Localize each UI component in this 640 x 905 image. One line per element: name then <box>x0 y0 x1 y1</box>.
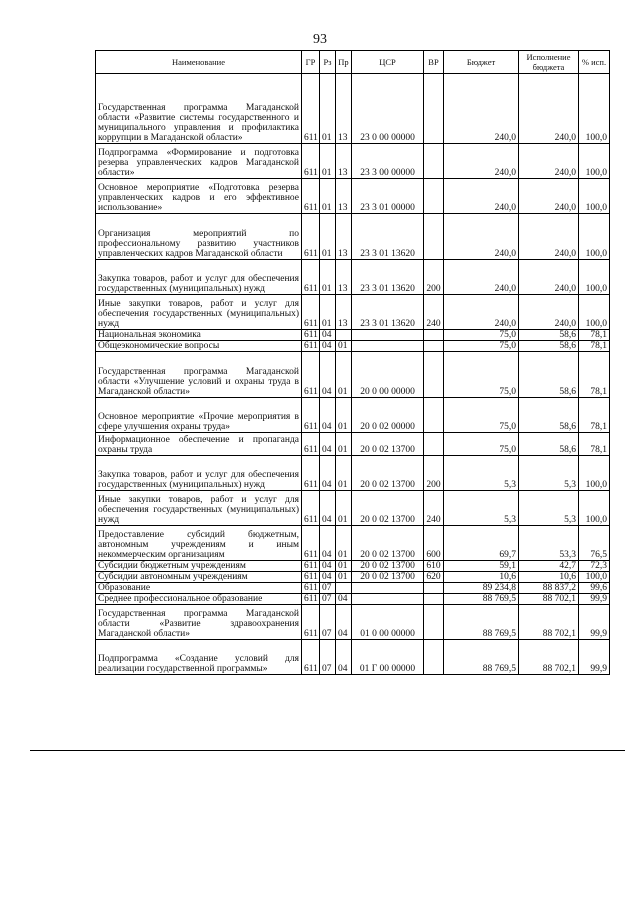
table-row <box>96 491 610 526</box>
row-pr-cell: 13 <box>336 179 352 214</box>
table-row <box>96 583 610 594</box>
row-percent-cell: 72,3 <box>579 561 610 572</box>
row-csr-cell <box>352 594 424 605</box>
row-execution-cell: 53,3 <box>519 526 579 561</box>
row-name-cell: Подпрограмма «Формирование и подготовка резерва управленческих кадров Магаданской области» <box>96 144 302 179</box>
row-pr-cell: 01 <box>336 456 352 491</box>
row-name-cell: Подпрограмма «Создание условий для реализации государственной программы» <box>96 640 302 675</box>
row-pr-cell <box>336 583 352 594</box>
row-pr-cell <box>336 330 352 341</box>
row-pr-cell: 01 <box>336 572 352 583</box>
table-row <box>96 352 610 398</box>
row-execution-cell: 240,0 <box>519 214 579 260</box>
header-name: Наименование <box>96 51 302 74</box>
row-csr-cell: 23 3 01 13620 <box>352 260 424 295</box>
row-execution-cell: 88 702,1 <box>519 640 579 675</box>
row-vr-cell: 200 <box>424 260 444 295</box>
row-pr-cell: 13 <box>336 214 352 260</box>
row-budget-cell: 75,0 <box>444 330 519 341</box>
header-vr: ВР <box>424 51 444 74</box>
row-name-cell: Иные закупки товаров, работ и услуг для обеспечения государственных (муниципальных) нужд <box>96 295 302 330</box>
table-row <box>96 526 610 561</box>
row-gr-cell: 611 <box>302 526 320 561</box>
row-gr-cell: 611 <box>302 295 320 330</box>
row-gr-cell: 611 <box>302 605 320 640</box>
row-csr-cell: 20 0 00 00000 <box>352 352 424 398</box>
row-execution-cell: 58,6 <box>519 433 579 456</box>
row-budget-cell: 240,0 <box>444 179 519 214</box>
row-execution-cell: 240,0 <box>519 74 579 144</box>
header-gr: ГР <box>302 51 320 74</box>
row-execution-cell: 240,0 <box>519 295 579 330</box>
row-gr-cell: 611 <box>302 352 320 398</box>
table-row <box>96 398 610 433</box>
row-percent-cell: 100,0 <box>579 572 610 583</box>
row-budget-cell: 75,0 <box>444 433 519 456</box>
row-pr-cell: 13 <box>336 144 352 179</box>
row-pr-cell: 01 <box>336 491 352 526</box>
row-execution-cell: 88 837,2 <box>519 583 579 594</box>
row-name-cell: Национальная экономика <box>96 330 302 341</box>
row-rz-cell: 07 <box>320 605 336 640</box>
table-body <box>96 74 610 675</box>
row-gr-cell: 611 <box>302 398 320 433</box>
row-gr-cell: 611 <box>302 456 320 491</box>
row-gr-cell: 611 <box>302 433 320 456</box>
row-vr-cell <box>424 352 444 398</box>
row-rz-cell: 04 <box>320 352 336 398</box>
row-csr-cell: 20 0 02 13700 <box>352 433 424 456</box>
row-csr-cell: 01 0 00 00000 <box>352 605 424 640</box>
table-row <box>96 561 610 572</box>
row-gr-cell: 611 <box>302 214 320 260</box>
header-budget: Бюджет <box>444 51 519 74</box>
row-pr-cell: 13 <box>336 295 352 330</box>
row-percent-cell: 78,1 <box>579 398 610 433</box>
row-name-cell: Общеэкономические вопросы <box>96 341 302 352</box>
row-execution-cell: 58,6 <box>519 330 579 341</box>
row-execution-cell: 240,0 <box>519 179 579 214</box>
row-rz-cell: 07 <box>320 594 336 605</box>
row-gr-cell: 611 <box>302 572 320 583</box>
row-csr-cell: 20 0 02 00000 <box>352 398 424 433</box>
row-gr-cell: 611 <box>302 260 320 295</box>
row-name-cell: Информационное обеспечение и пропаганда охраны труда <box>96 433 302 456</box>
row-execution-cell: 42,7 <box>519 561 579 572</box>
row-percent-cell: 99,9 <box>579 594 610 605</box>
row-rz-cell: 04 <box>320 433 336 456</box>
row-percent-cell: 100,0 <box>579 260 610 295</box>
row-rz-cell: 01 <box>320 295 336 330</box>
footer-divider <box>30 750 625 751</box>
row-rz-cell: 01 <box>320 74 336 144</box>
row-vr-cell: 600 <box>424 526 444 561</box>
row-percent-cell: 99,9 <box>579 640 610 675</box>
header-pr: Пр <box>336 51 352 74</box>
row-pr-cell: 13 <box>336 260 352 295</box>
row-percent-cell: 100,0 <box>579 74 610 144</box>
row-execution-cell: 240,0 <box>519 144 579 179</box>
row-name-cell: Закупка товаров, работ и услуг для обеспечения государственных (муниципальных) нужд <box>96 260 302 295</box>
row-pr-cell: 04 <box>336 640 352 675</box>
row-budget-cell: 240,0 <box>444 260 519 295</box>
row-rz-cell: 07 <box>320 640 336 675</box>
row-rz-cell: 04 <box>320 330 336 341</box>
row-csr-cell: 23 0 00 00000 <box>352 74 424 144</box>
row-name-cell: Организация мероприятий по профессиональному развитию участников управленческих кадров Магаданской области <box>96 214 302 260</box>
row-pr-cell: 01 <box>336 561 352 572</box>
row-gr-cell: 611 <box>302 583 320 594</box>
row-vr-cell: 240 <box>424 491 444 526</box>
table-row <box>96 572 610 583</box>
table-row <box>96 605 610 640</box>
row-vr-cell <box>424 594 444 605</box>
row-budget-cell: 240,0 <box>444 144 519 179</box>
table-row <box>96 74 610 144</box>
row-gr-cell: 611 <box>302 594 320 605</box>
row-budget-cell: 5,3 <box>444 491 519 526</box>
row-vr-cell <box>424 433 444 456</box>
row-percent-cell: 78,1 <box>579 341 610 352</box>
row-budget-cell: 10,6 <box>444 572 519 583</box>
row-csr-cell: 23 3 01 13620 <box>352 295 424 330</box>
row-budget-cell: 69,7 <box>444 526 519 561</box>
row-gr-cell: 611 <box>302 144 320 179</box>
row-name-cell: Основное мероприятие «Прочие мероприятия в сфере улучшения охраны труда» <box>96 398 302 433</box>
row-csr-cell <box>352 583 424 594</box>
table-row <box>96 144 610 179</box>
row-budget-cell: 5,3 <box>444 456 519 491</box>
page-number: 93 <box>313 32 327 47</box>
row-csr-cell: 20 0 02 13700 <box>352 526 424 561</box>
header-execution: Исполнение бюджета <box>519 51 579 74</box>
row-vr-cell <box>424 341 444 352</box>
row-rz-cell: 04 <box>320 561 336 572</box>
row-vr-cell <box>424 144 444 179</box>
row-name-cell: Образование <box>96 583 302 594</box>
row-budget-cell: 240,0 <box>444 295 519 330</box>
header-rz: Рз <box>320 51 336 74</box>
row-vr-cell <box>424 214 444 260</box>
row-percent-cell: 100,0 <box>579 144 610 179</box>
row-csr-cell: 23 3 00 00000 <box>352 144 424 179</box>
row-rz-cell: 04 <box>320 398 336 433</box>
row-budget-cell: 75,0 <box>444 341 519 352</box>
row-rz-cell: 04 <box>320 456 336 491</box>
row-vr-cell <box>424 640 444 675</box>
row-vr-cell <box>424 398 444 433</box>
row-gr-cell: 611 <box>302 561 320 572</box>
row-vr-cell <box>424 74 444 144</box>
table-row <box>96 295 610 330</box>
row-gr-cell: 611 <box>302 341 320 352</box>
row-name-cell: Предоставление субсидий бюджетным, автономным учреждениям и иным некоммерческим организациям <box>96 526 302 561</box>
row-percent-cell: 99,9 <box>579 605 610 640</box>
row-execution-cell: 58,6 <box>519 341 579 352</box>
row-budget-cell: 59,1 <box>444 561 519 572</box>
row-execution-cell: 58,6 <box>519 398 579 433</box>
row-gr-cell: 611 <box>302 640 320 675</box>
table-row <box>96 456 610 491</box>
row-percent-cell: 78,1 <box>579 352 610 398</box>
row-percent-cell: 99,6 <box>579 583 610 594</box>
row-pr-cell: 01 <box>336 433 352 456</box>
table-row <box>96 260 610 295</box>
row-rz-cell: 07 <box>320 583 336 594</box>
row-rz-cell: 04 <box>320 491 336 526</box>
row-csr-cell: 01 Г 00 00000 <box>352 640 424 675</box>
row-budget-cell: 75,0 <box>444 398 519 433</box>
row-budget-cell: 88 769,5 <box>444 605 519 640</box>
header-csr: ЦСР <box>352 51 424 74</box>
row-execution-cell: 10,6 <box>519 572 579 583</box>
row-percent-cell: 100,0 <box>579 456 610 491</box>
row-name-cell: Государственная программа Магаданской области «Развитие системы государственного и муниципального управления и профилактика коррупции в Магаданской области» <box>96 74 302 144</box>
row-execution-cell: 240,0 <box>519 260 579 295</box>
row-pr-cell: 13 <box>336 74 352 144</box>
row-pr-cell: 04 <box>336 594 352 605</box>
row-name-cell: Государственная программа Магаданской области «Развитие здравоохранения Магаданской области» <box>96 605 302 640</box>
row-rz-cell: 04 <box>320 572 336 583</box>
row-rz-cell: 01 <box>320 260 336 295</box>
table-row <box>96 330 610 341</box>
row-execution-cell: 88 702,1 <box>519 594 579 605</box>
row-csr-cell: 20 0 02 13700 <box>352 572 424 583</box>
row-pr-cell: 01 <box>336 352 352 398</box>
table-row <box>96 214 610 260</box>
row-percent-cell: 100,0 <box>579 491 610 526</box>
row-execution-cell: 88 702,1 <box>519 605 579 640</box>
row-name-cell: Субсидии бюджетным учреждениям <box>96 561 302 572</box>
row-budget-cell: 89 234,8 <box>444 583 519 594</box>
row-percent-cell: 100,0 <box>579 179 610 214</box>
row-name-cell: Иные закупки товаров, работ и услуг для обеспечения государственных (муниципальных) нужд <box>96 491 302 526</box>
row-pr-cell: 01 <box>336 398 352 433</box>
row-rz-cell: 01 <box>320 214 336 260</box>
row-budget-cell: 88 769,5 <box>444 594 519 605</box>
row-vr-cell <box>424 330 444 341</box>
row-name-cell: Субсидии автономным учреждениям <box>96 572 302 583</box>
row-vr-cell <box>424 179 444 214</box>
row-percent-cell: 78,1 <box>579 330 610 341</box>
row-csr-cell: 20 0 02 13700 <box>352 456 424 491</box>
row-csr-cell: 20 0 02 13700 <box>352 561 424 572</box>
row-name-cell: Среднее профессиональное образование <box>96 594 302 605</box>
row-pr-cell: 01 <box>336 526 352 561</box>
table-header-row <box>96 51 610 74</box>
row-gr-cell: 611 <box>302 330 320 341</box>
row-budget-cell: 88 769,5 <box>444 640 519 675</box>
table-row <box>96 341 610 352</box>
row-name-cell: Основное мероприятие «Подготовка резерва управленческих кадров и его эффективное использование» <box>96 179 302 214</box>
row-percent-cell: 78,1 <box>579 433 610 456</box>
table-row <box>96 433 610 456</box>
row-pr-cell: 04 <box>336 605 352 640</box>
row-csr-cell: 23 3 01 13620 <box>352 214 424 260</box>
row-vr-cell <box>424 605 444 640</box>
row-gr-cell: 611 <box>302 74 320 144</box>
row-execution-cell: 5,3 <box>519 491 579 526</box>
row-pr-cell: 01 <box>336 341 352 352</box>
row-vr-cell: 620 <box>424 572 444 583</box>
table-row <box>96 594 610 605</box>
table-row <box>96 179 610 214</box>
header-percent: % исп. <box>579 51 610 74</box>
row-budget-cell: 240,0 <box>444 214 519 260</box>
row-percent-cell: 100,0 <box>579 214 610 260</box>
row-name-cell: Закупка товаров, работ и услуг для обеспечения государственных (муниципальных) нужд <box>96 456 302 491</box>
row-percent-cell: 76,5 <box>579 526 610 561</box>
row-vr-cell: 610 <box>424 561 444 572</box>
row-budget-cell: 75,0 <box>444 352 519 398</box>
row-rz-cell: 01 <box>320 179 336 214</box>
row-vr-cell: 200 <box>424 456 444 491</box>
row-budget-cell: 240,0 <box>444 74 519 144</box>
table-row <box>96 640 610 675</box>
row-percent-cell: 100,0 <box>579 295 610 330</box>
row-csr-cell: 20 0 02 13700 <box>352 491 424 526</box>
row-rz-cell: 04 <box>320 526 336 561</box>
row-csr-cell <box>352 330 424 341</box>
row-name-cell: Государственная программа Магаданской области «Улучшение условий и охраны труда в Магаданской области» <box>96 352 302 398</box>
row-gr-cell: 611 <box>302 179 320 214</box>
row-execution-cell: 5,3 <box>519 456 579 491</box>
row-gr-cell: 611 <box>302 491 320 526</box>
budget-table <box>95 50 610 675</box>
row-vr-cell <box>424 583 444 594</box>
row-rz-cell: 01 <box>320 144 336 179</box>
row-execution-cell: 58,6 <box>519 352 579 398</box>
row-rz-cell: 04 <box>320 341 336 352</box>
row-csr-cell: 23 3 01 00000 <box>352 179 424 214</box>
row-csr-cell <box>352 341 424 352</box>
row-vr-cell: 240 <box>424 295 444 330</box>
